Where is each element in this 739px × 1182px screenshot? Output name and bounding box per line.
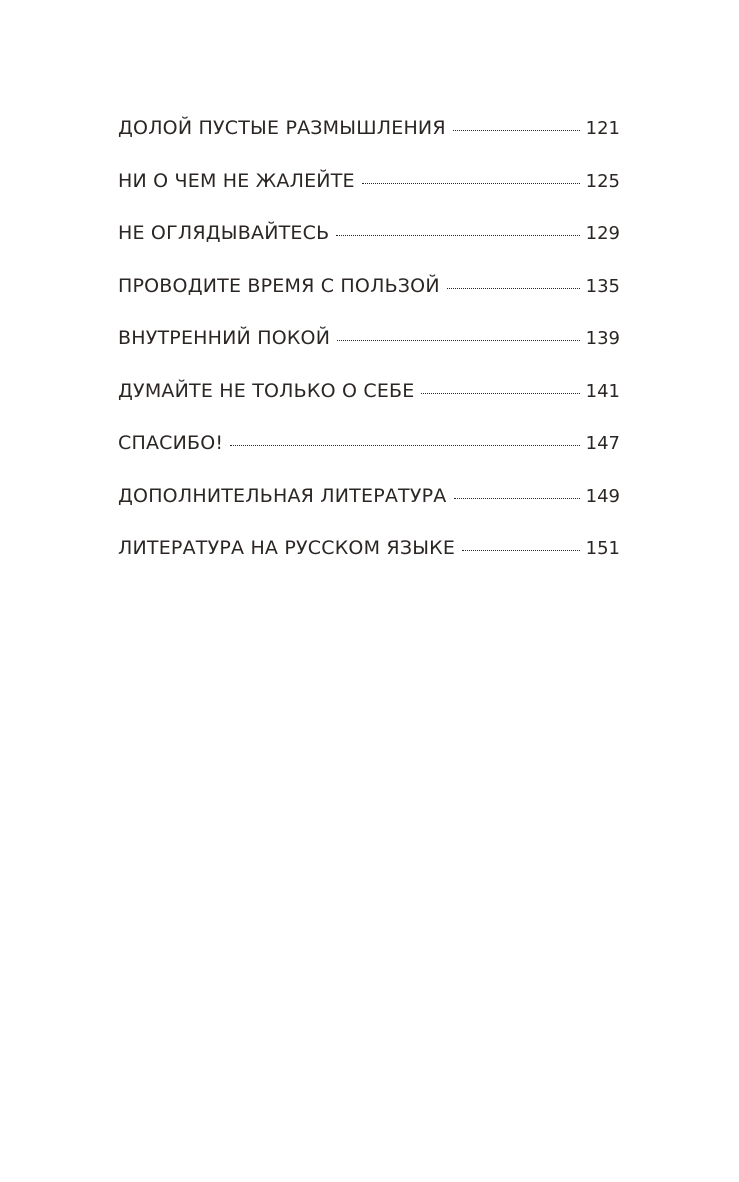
toc-entry-page-number: 139 bbox=[585, 328, 620, 349]
toc-entry-page-number: 135 bbox=[585, 275, 620, 297]
dot-leader bbox=[362, 183, 580, 184]
toc-entry[interactable] bbox=[118, 268, 620, 321]
dot-leader bbox=[447, 288, 580, 289]
dot-leader bbox=[421, 393, 579, 394]
dot-leader bbox=[462, 550, 580, 551]
toc-entry[interactable] bbox=[118, 478, 620, 531]
toc-entry[interactable] bbox=[118, 373, 620, 426]
toc-entry-title: ПРОВОДИТЕ ВРЕМЯ С ПОЛЬЗОЙ bbox=[118, 274, 440, 297]
toc-entry-title: ДОЛОЙ ПУСТЫЕ РАЗМЫШЛЕНИЯ bbox=[118, 117, 446, 139]
dot-leader bbox=[337, 340, 580, 341]
toc-entry-title: ЛИТЕРАТУРА НА РУССКОМ ЯЗЫКЕ bbox=[118, 537, 456, 559]
toc-entry[interactable] bbox=[118, 215, 620, 268]
toc-entry-title: ВНУТРЕННИЙ ПОКОЙ bbox=[118, 327, 331, 349]
toc-entry-title: ДУМАЙТЕ НЕ ТОЛЬКО О СЕБЕ bbox=[118, 379, 415, 402]
toc-entry-title: НИ О ЧЕМ НЕ ЖАЛЕЙТЕ bbox=[118, 169, 355, 192]
dot-leader bbox=[336, 235, 579, 236]
toc-entry[interactable] bbox=[118, 320, 620, 373]
toc-entry-title: НЕ ОГЛЯДЫВАЙТЕСЬ bbox=[118, 222, 330, 244]
toc-entry-title: СПАСИБО! bbox=[118, 432, 224, 454]
toc-entry[interactable] bbox=[118, 163, 620, 216]
toc-entry-page-number: 141 bbox=[585, 380, 620, 402]
toc-entry-page-number: 149 bbox=[585, 485, 620, 507]
toc-entry[interactable] bbox=[118, 110, 620, 163]
dot-leader bbox=[230, 445, 579, 446]
toc-entry-page-number: 125 bbox=[585, 170, 620, 192]
toc-entry-page-number: 121 bbox=[585, 118, 620, 139]
dot-leader bbox=[454, 498, 580, 499]
toc-entry-page-number: 151 bbox=[585, 538, 620, 559]
toc-entry-page-number: 129 bbox=[585, 223, 620, 244]
dot-leader bbox=[453, 130, 580, 131]
toc-entry-page-number: 147 bbox=[585, 433, 620, 454]
toc-entry[interactable] bbox=[118, 530, 620, 583]
toc-entry[interactable] bbox=[118, 425, 620, 478]
table-of-contents bbox=[118, 110, 620, 583]
toc-entry-title: ДОПОЛНИТЕЛЬНАЯ ЛИТЕРАТУРА bbox=[118, 484, 447, 507]
